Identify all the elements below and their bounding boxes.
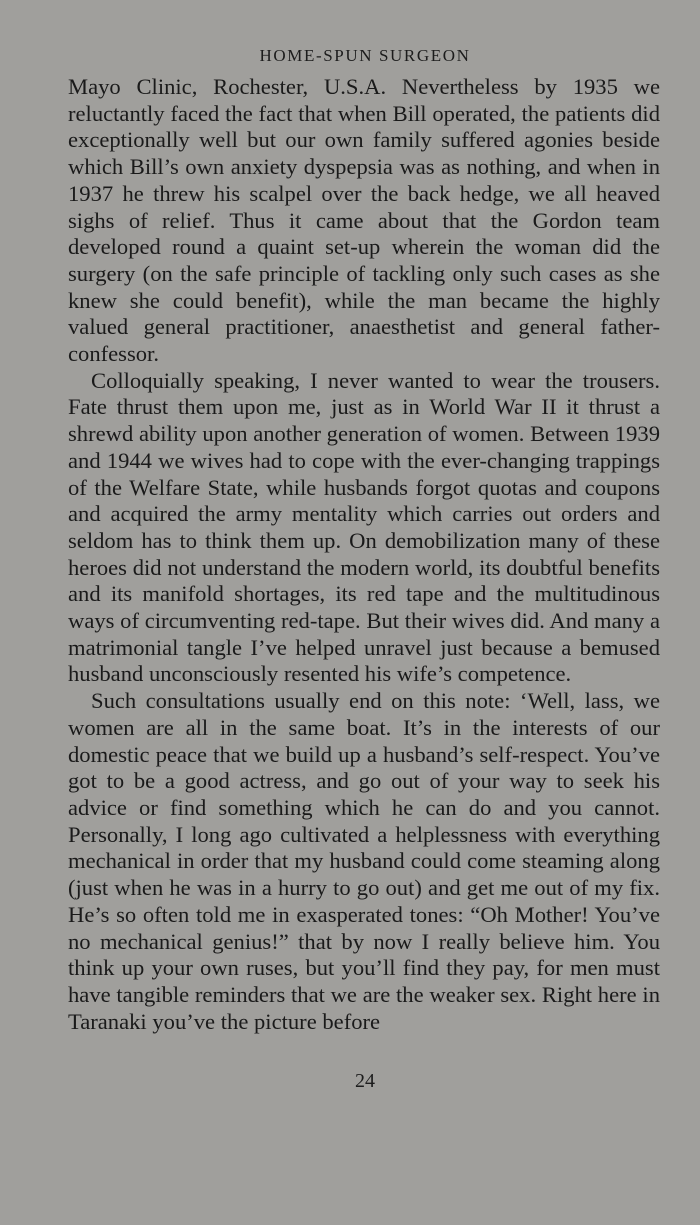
body-text [68,74,660,1035]
paragraph-1: Mayo Clinic, Rochester, U.S.A. Nevertheless by 1935 we reluctantly faced the fact that when Bill operated, the patients did exceptionally well but our own family suffered agonies beside which Bill’s own anxiety dyspepsia was as nothing, and when in 1937 he threw his scalpel over the back hedge, we all heaved sighs of relief. Thus it came about that the Gordon team developed round a quaint set-up wherein the woman did the surgery (on the safe principle of tackling only such cases as she knew she could benefit), while the man became the highly valued general practitioner, anaesthetist and general father-confessor. [68,74,660,367]
paragraph-2: Colloquially speaking, I never wanted to wear the trousers. Fate thrust them upon me, just as in World War II it thrust a shrewd ability upon another generation of women. Between 1939 and 1944 we wives had to cope with the ever-changing trappings of the Welfare State, while husbands forgot quotas and coupons and acquired the army mentality which carries out orders and seldom has to think them up. On demobilization many of these heroes did not understand the modern world, its doubtful benefits and its manifold shortages, its red tape and the multitudinous ways of circumventing red-tape. But their wives did. And many a matrimonial tangle I’ve helped unravel just because a bemused husband unconsciously resented his wife’s competence. [68,367,660,687]
page-number: 24 [355,1070,375,1092]
paragraph-3: Such consultations usually end on this note: ‘Well, lass, we women are all in the same boat. It’s in the interests of our domestic peace that we build up a husband’s self-respect. You’ve got to be a good actress, and go out of your way to seek his advice or find something which he can do and you cannot. Personally, I long ago cultivated a helplessness with everything mechanical in order that my husband could come steaming along (just when he was in a hurry to go out) and get me out of my fix. He’s so often told me in exasperated tones: “Oh Mother! You’ve no mechanical genius!” that by now I really believe him. You think up your own ruses, but you’ll find they pay, for men must have tangible reminders that we are the weaker sex. Right here in Taranaki you’ve the picture before [68,688,660,1034]
running-head: HOME-SPUN SURGEON [259,46,471,65]
